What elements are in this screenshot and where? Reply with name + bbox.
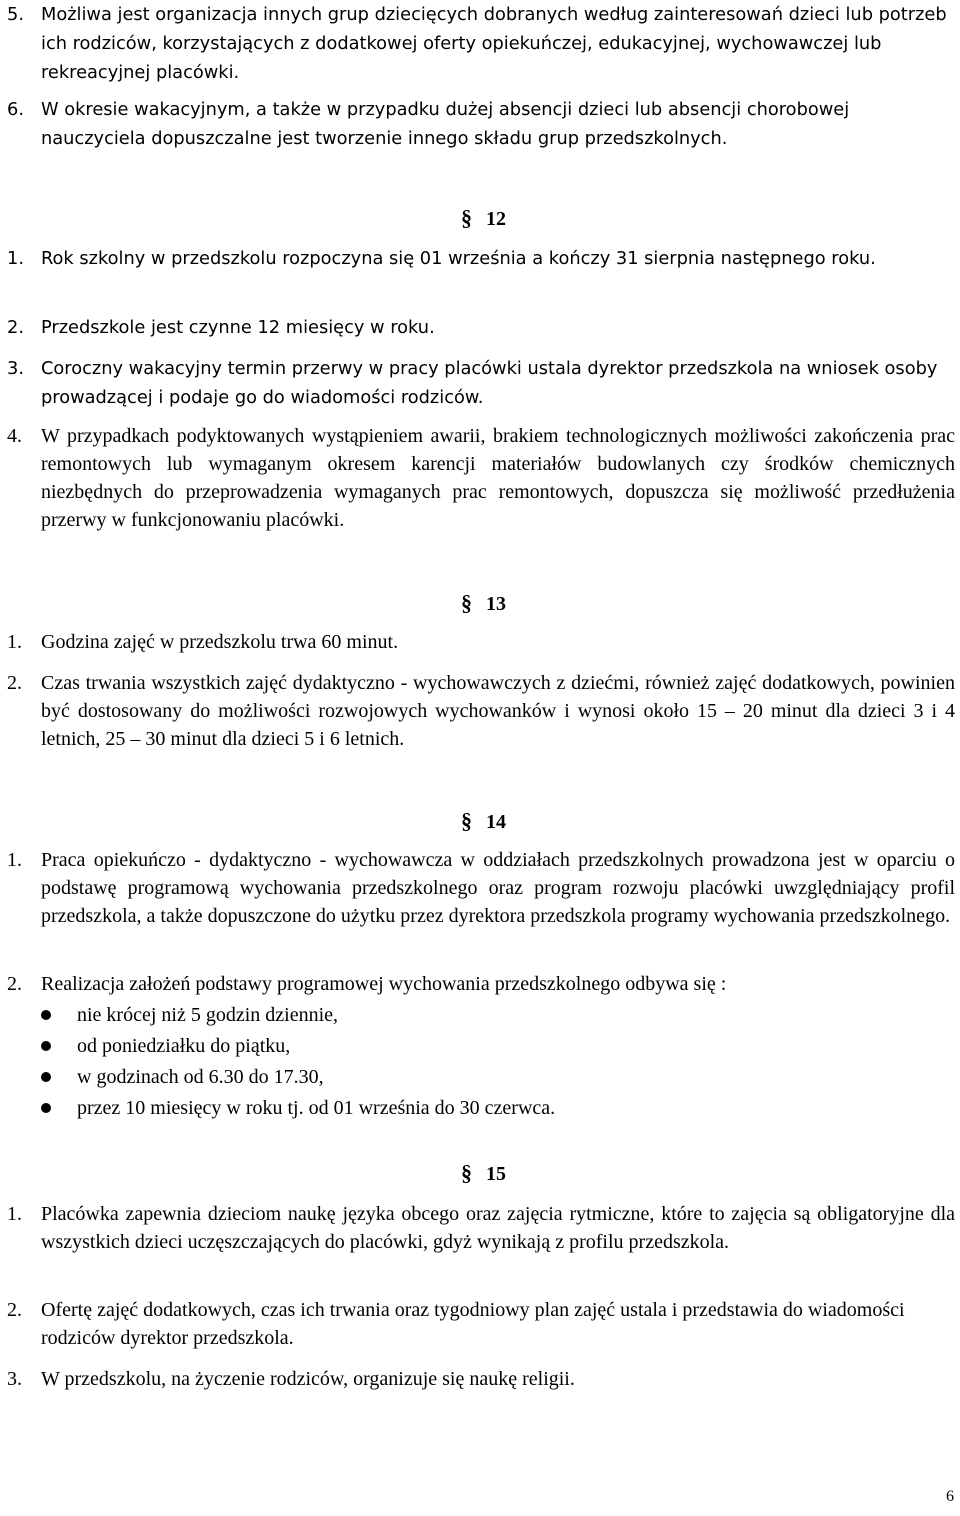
item-text: Czas trwania wszystkich zajęć dydaktyczno - wychowawczych z dziećmi, również zajęć dodatkowych, powinien być dostosowany do możliwości rozwojowych wychowanków i wynosi około 15 – 20 minut dla dzieci 3 i 4 letnich, 25 – 30 minut dla dzieci 5 i 6 letnich.: [41, 672, 955, 750]
item-text: Godzina zajęć w przedszkolu trwa 60 minut.: [41, 631, 399, 653]
section-symbol: §: [461, 590, 472, 615]
section-heading-12: [461, 206, 506, 231]
item-number: 1.: [7, 1203, 22, 1225]
list-item: [39, 1031, 939, 1062]
section-heading-14: [461, 809, 506, 834]
list-item-text: przez 10 miesięcy w roku tj. od 01 września do 30 czerwca.: [77, 1097, 556, 1119]
section-number: 12: [486, 208, 506, 230]
page-number: 6: [946, 1488, 954, 1505]
paragraph-item: [7, 95, 955, 153]
item-text: Możliwa jest organizacja innych grup dziecięcych dobranych według zainteresowań dzieci lub potrzeb ich rodziców, korzystających z dodatkowej oferty opiekuńczej, edukacyjnej, wychowawczej lub rekreacyjnej placówki.: [41, 4, 947, 83]
bullet-icon: [41, 1072, 51, 1082]
item-text: Coroczny wakacyjny termin przerwy w pracy placówki ustala dyrektor przedszkola na wniosek osoby prowadzącej i podaje go do wiadomości rodziców.: [41, 358, 938, 408]
list-item: [39, 1062, 939, 1093]
bullet-icon: [41, 1041, 51, 1051]
item-text: Rok szkolny w przedszkolu rozpoczyna się 01 września a kończy 31 sierpnia następnego roku.: [41, 248, 876, 269]
bullet-list: [39, 1000, 939, 1124]
section-number: 13: [486, 593, 506, 615]
paragraph-item: [7, 970, 955, 998]
item-text: Ofertę zajęć dodatkowych, czas ich trwania oraz tygodniowy plan zajęć ustala i przedstawia do wiadomości rodziców dyrektor przedszkola.: [41, 1299, 905, 1349]
item-text: W przypadkach podyktowanych wystąpieniem awarii, brakiem technologicznych możliwości zakończenia prac remontowych lub wymaganym okresem karencji materiałów budowlanych czy środków chemicznych niezbędnych do przeprowadzenia wymaganych prac remontowych, dopuszcza się możliwość przedłużenia przerwy w funkcjonowaniu placówki.: [41, 425, 955, 531]
paragraph-item: [7, 669, 955, 753]
list-item-text: w godzinach od 6.30 do 17.30,: [77, 1066, 324, 1088]
paragraph-item: [7, 244, 955, 273]
item-number: 2.: [7, 1299, 22, 1321]
item-number: 4.: [7, 425, 22, 447]
paragraph-item: [7, 846, 955, 930]
paragraph-item: [7, 1365, 955, 1393]
section-symbol: §: [461, 808, 472, 833]
item-number: 1.: [7, 248, 24, 269]
paragraph-item: [7, 313, 955, 342]
paragraph-item: [7, 628, 955, 656]
item-number: 6.: [7, 99, 24, 120]
list-item-text: nie krócej niż 5 godzin dziennie,: [77, 1004, 339, 1026]
bullet-icon: [41, 1103, 51, 1113]
bullet-icon: [41, 1010, 51, 1020]
paragraph-item: [7, 1296, 955, 1352]
item-text: Przedszkole jest czynne 12 miesięcy w roku.: [41, 317, 435, 338]
item-text: Realizacja założeń podstawy programowej wychowania przedszkolnego odbywa się :: [41, 973, 727, 995]
section-heading-13: [461, 591, 506, 616]
list-item-text: od poniedziałku do piątku,: [77, 1035, 291, 1057]
section-number: 14: [486, 811, 506, 833]
item-number: 1.: [7, 849, 22, 871]
section-symbol: §: [461, 205, 472, 230]
item-text: Praca opiekuńczo - dydaktyczno - wychowawcza w oddziałach przedszkolnych prowadzona jest w oparciu o podstawę programową wychowania przedszkolnego oraz program rozwoju placówki uwzględniający profil przedszkola, a także dopuszczone do użytku przez dyrektora przedszkola programy wychowania przedszkolnego.: [41, 849, 955, 927]
item-number: 1.: [7, 631, 22, 653]
item-number: 2.: [7, 973, 22, 995]
paragraph-item: [7, 354, 955, 412]
item-number: 3.: [7, 358, 24, 379]
section-heading-15: [461, 1161, 506, 1186]
item-number: 2.: [7, 672, 22, 694]
section-symbol: §: [461, 1160, 472, 1185]
item-text: W okresie wakacyjnym, a także w przypadku dużej absencji dzieci lub absencji chorobowej nauczyciela dopuszczalne jest tworzenie innego składu grup przedszkolnych.: [41, 99, 850, 149]
paragraph-item: [7, 1200, 955, 1256]
paragraph-item: [7, 0, 955, 87]
section-number: 15: [486, 1163, 506, 1185]
item-text: W przedszkolu, na życzenie rodziców, organizuje się naukę religii.: [41, 1368, 575, 1390]
item-number: 5.: [7, 4, 24, 25]
item-text: Placówka zapewnia dzieciom naukę języka obcego oraz zajęcia rytmiczne, które to zajęcia są obligatoryjne dla wszystkich dzieci uczęszczających do placówki, gdyż wynikają z profilu przedszkola.: [41, 1203, 955, 1253]
item-number: 3.: [7, 1368, 22, 1390]
list-item: [39, 1093, 939, 1124]
list-item: [39, 1000, 939, 1031]
item-number: 2.: [7, 317, 24, 338]
paragraph-item: [7, 422, 955, 534]
